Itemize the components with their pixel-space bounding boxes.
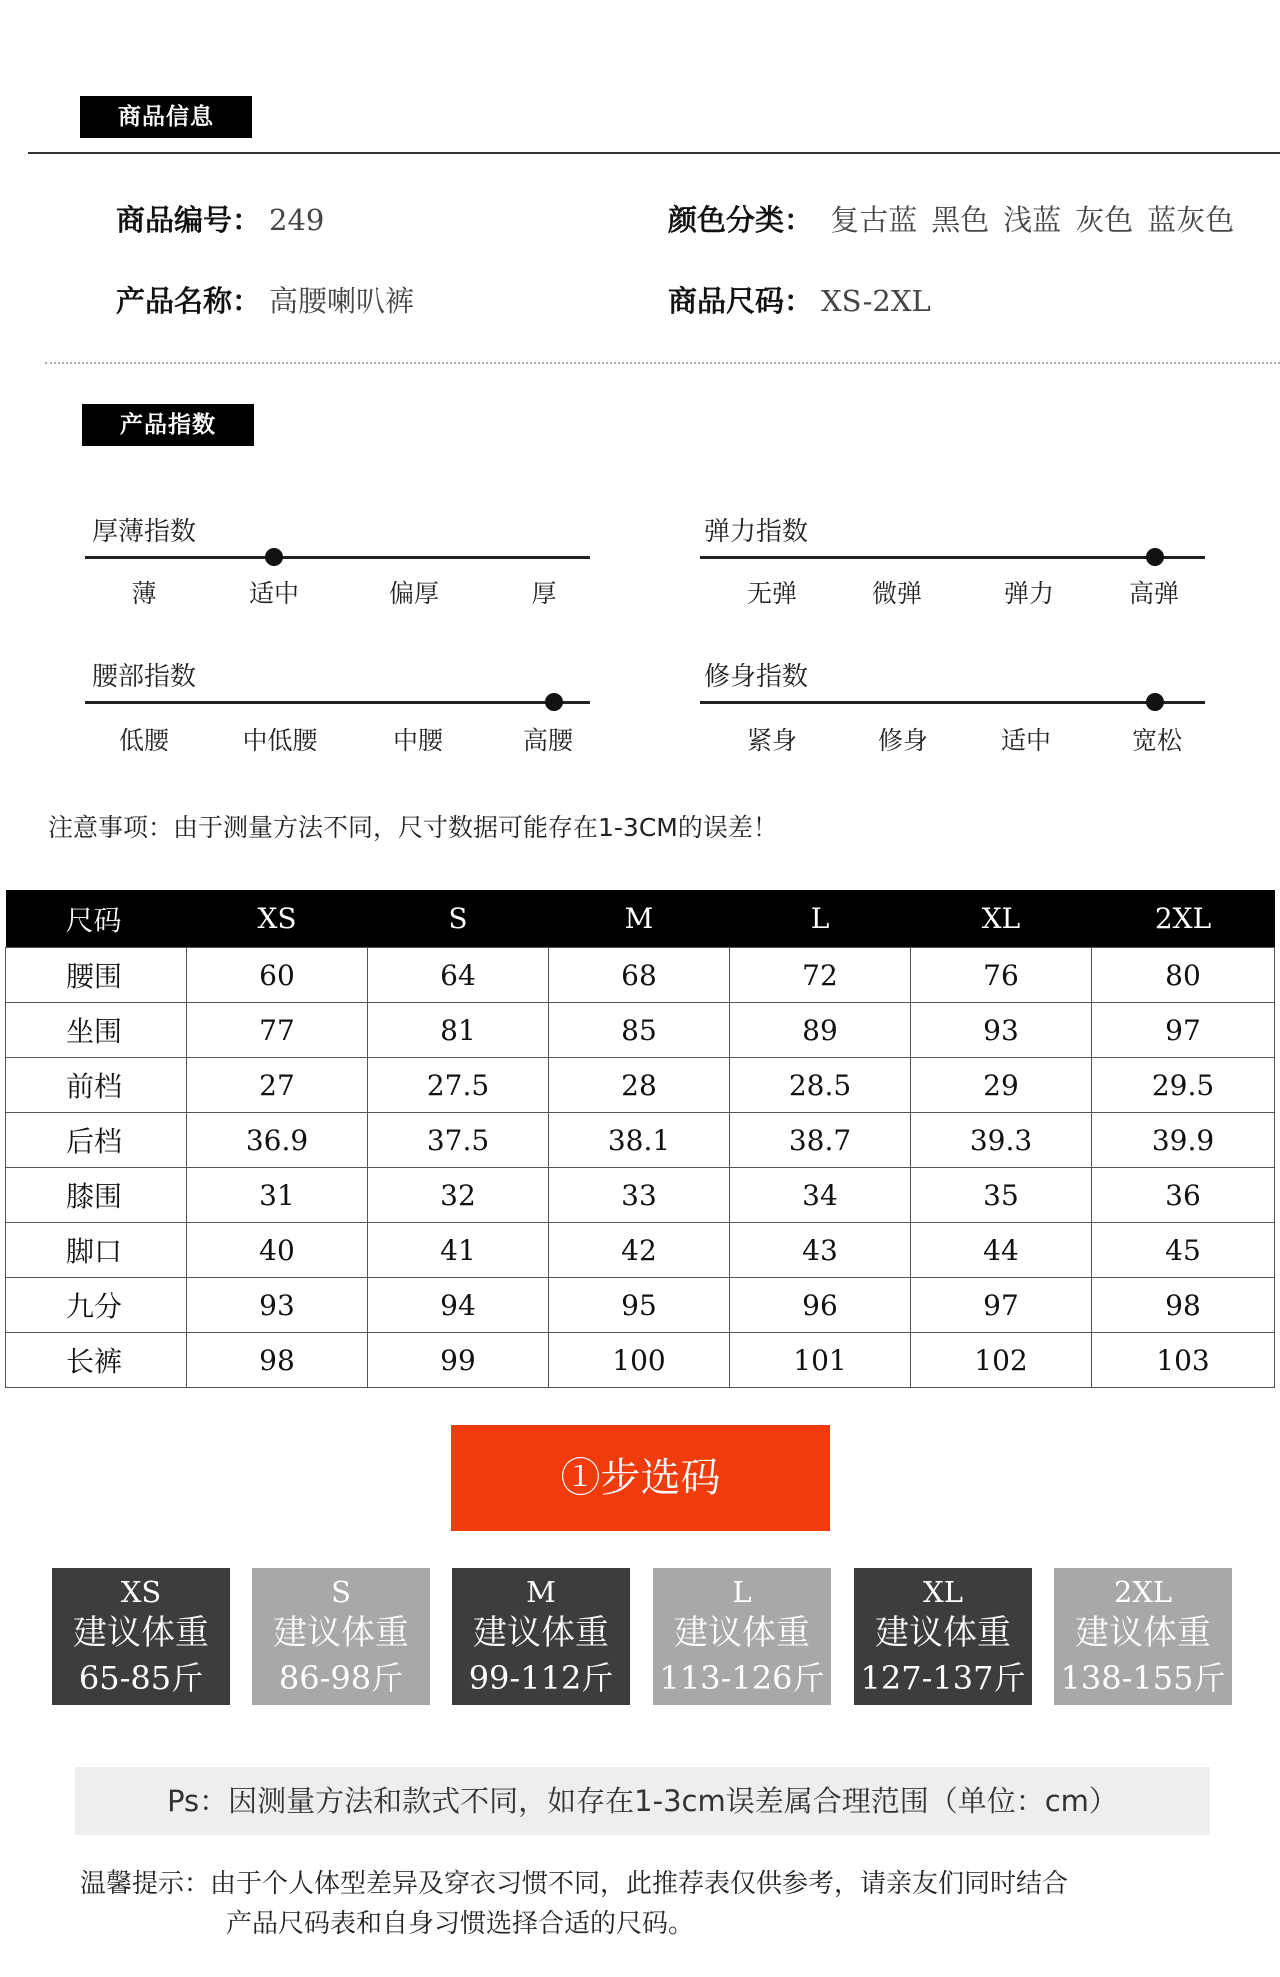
- table-cell: 93: [187, 1278, 368, 1333]
- table-row-label: 前档: [6, 1058, 187, 1113]
- warm-tip-line2: 产品尺码表和自身习惯选择合适的尺码。: [226, 1909, 695, 1939]
- table-header-cell: 尺码: [6, 890, 187, 948]
- table-row-label: 脚口: [6, 1223, 187, 1278]
- color-option: 灰色: [1075, 203, 1134, 237]
- index-label: 微弹: [871, 579, 922, 608]
- index-label: 偏厚: [388, 579, 439, 608]
- color-option: 黑色: [931, 203, 990, 237]
- index-label: 高弹: [1128, 579, 1179, 608]
- table-cell: 32: [368, 1168, 549, 1223]
- table-cell: 93: [911, 1003, 1092, 1058]
- color-key: 颜色分类：: [668, 203, 814, 237]
- table-cell: 72: [730, 948, 911, 1003]
- ps-note: Ps：因测量方法和款式不同，如存在1-3cm误差属合理范围（单位：cm）: [75, 1767, 1210, 1835]
- index-marker-fit: [1146, 693, 1164, 711]
- size-card: [854, 1568, 1032, 1705]
- size-card-size: L: [732, 1575, 752, 1609]
- size-card-label: 建议体重: [1075, 1613, 1211, 1653]
- index-line-fit: [700, 701, 1205, 704]
- table-cell: 80: [1092, 948, 1275, 1003]
- table-cell: 27.5: [368, 1058, 549, 1113]
- step-select-size-button: ①步选码: [451, 1425, 830, 1531]
- table-cell: 76: [911, 948, 1092, 1003]
- product-code: [116, 200, 324, 240]
- table-cell: 99: [368, 1333, 549, 1388]
- table-cell: 60: [187, 948, 368, 1003]
- size-card-label: 建议体重: [73, 1613, 209, 1653]
- table-cell: 101: [730, 1333, 911, 1388]
- table-row: [6, 1113, 1275, 1168]
- table-cell: 36.9: [187, 1113, 368, 1168]
- color-option: 浅蓝: [1003, 203, 1062, 237]
- table-cell: 40: [187, 1223, 368, 1278]
- table-cell: 77: [187, 1003, 368, 1058]
- index-marker-thickness: [265, 548, 283, 566]
- table-row-label: 膝围: [6, 1168, 187, 1223]
- index-label: 无弹: [746, 579, 797, 608]
- product-colors: [668, 200, 1248, 240]
- table-cell: 42: [549, 1223, 730, 1278]
- size-card-size: S: [331, 1575, 351, 1609]
- table-header-cell: XL: [911, 890, 1092, 948]
- table-row: [6, 1333, 1275, 1388]
- table-row-label: 后档: [6, 1113, 187, 1168]
- index-marker-waist: [545, 693, 563, 711]
- table-cell: 100: [549, 1333, 730, 1388]
- size-value: XS-2XL: [821, 284, 931, 318]
- product-code-key: 商品编号：: [116, 203, 262, 237]
- index-label: 高腰: [522, 726, 573, 755]
- table-cell: 38.1: [549, 1113, 730, 1168]
- size-card-weight: 86-98斤: [278, 1659, 404, 1697]
- table-cell: 36: [1092, 1168, 1275, 1223]
- table-cell: 89: [730, 1003, 911, 1058]
- index-title-fit: 修身指数: [704, 662, 809, 692]
- index-label: 修身: [877, 726, 928, 755]
- index-title-waist: 腰部指数: [92, 662, 197, 692]
- product-size-range: [668, 281, 931, 321]
- table-cell: 103: [1092, 1333, 1275, 1388]
- size-card-label: 建议体重: [473, 1613, 609, 1653]
- index-label: 薄: [131, 579, 157, 608]
- table-row: [6, 1168, 1275, 1223]
- table-cell: 68: [549, 948, 730, 1003]
- measurement-note: 注意事项：由于测量方法不同，尺寸数据可能存在1-3CM的误差！: [48, 813, 778, 842]
- table-row: [6, 1278, 1275, 1333]
- warm-tip-line1: 温馨提示：由于个人体型差异及穿衣习惯不同，此推荐表仅供参考，请亲友们同时结合: [80, 1869, 1069, 1899]
- table-cell: 97: [1092, 1003, 1275, 1058]
- color-values: [821, 203, 1248, 237]
- size-card: [1054, 1568, 1232, 1705]
- size-card-weight: 127-137斤: [860, 1659, 1026, 1697]
- size-card-label: 建议体重: [875, 1613, 1011, 1653]
- product-code-value: 249: [269, 203, 325, 237]
- index-label: 宽松: [1131, 726, 1182, 755]
- color-option: 复古蓝: [830, 203, 918, 237]
- index-label: 紧身: [746, 726, 797, 755]
- table-cell: 44: [911, 1223, 1092, 1278]
- index-label: 中腰: [392, 726, 443, 755]
- size-table: [5, 890, 1275, 1388]
- index-line-thickness: [85, 556, 590, 559]
- size-card-size: XS: [120, 1575, 162, 1609]
- table-cell: 29.5: [1092, 1058, 1275, 1113]
- index-label: 低腰: [118, 726, 169, 755]
- index-line-elasticity: [700, 556, 1205, 559]
- index-label: 适中: [248, 579, 299, 608]
- index-title-thickness: 厚薄指数: [92, 517, 197, 547]
- size-card-weight: 113-126斤: [659, 1659, 825, 1697]
- table-row-label: 腰围: [6, 948, 187, 1003]
- size-card-weight: 99-112斤: [468, 1659, 614, 1697]
- table-cell: 43: [730, 1223, 911, 1278]
- table-row: [6, 1223, 1275, 1278]
- product-name: [116, 281, 414, 321]
- table-row: [6, 1058, 1275, 1113]
- index-label: 弹力: [1003, 579, 1054, 608]
- index-line-waist: [85, 701, 590, 704]
- table-cell: 28: [549, 1058, 730, 1113]
- table-header-cell: XS: [187, 890, 368, 948]
- size-card-label: 建议体重: [273, 1613, 409, 1653]
- table-cell: 27: [187, 1058, 368, 1113]
- table-row-label: 长裤: [6, 1333, 187, 1388]
- index-marker-elasticity: [1146, 548, 1164, 566]
- index-label: 适中: [1000, 726, 1051, 755]
- size-key: 商品尺码：: [668, 284, 814, 318]
- table-cell: 39.9: [1092, 1113, 1275, 1168]
- table-cell: 35: [911, 1168, 1092, 1223]
- table-row-label: 坐围: [6, 1003, 187, 1058]
- table-header-cell: L: [730, 890, 911, 948]
- size-card-weight: 138-155斤: [1060, 1659, 1226, 1697]
- size-card-weight: 65-85斤: [78, 1659, 204, 1697]
- table-cell: 31: [187, 1168, 368, 1223]
- product-name-value: 高腰喇叭裤: [269, 284, 415, 318]
- size-card: [52, 1568, 230, 1705]
- size-card-size: M: [526, 1575, 556, 1609]
- table-row-label: 九分: [6, 1278, 187, 1333]
- table-cell: 94: [368, 1278, 549, 1333]
- table-cell: 97: [911, 1278, 1092, 1333]
- color-option: 蓝灰色: [1147, 203, 1235, 237]
- index-label: 厚: [531, 579, 557, 608]
- index-title-elasticity: 弹力指数: [704, 517, 809, 547]
- table-cell: 28.5: [730, 1058, 911, 1113]
- section-tag-product-index: 产品指数: [82, 404, 254, 446]
- table-cell: 85: [549, 1003, 730, 1058]
- table-header-cell: S: [368, 890, 549, 948]
- table-cell: 98: [1092, 1278, 1275, 1333]
- warm-tip: [80, 1864, 1068, 1944]
- table-cell: 29: [911, 1058, 1092, 1113]
- table-header-cell: M: [549, 890, 730, 948]
- size-card-size: 2XL: [1113, 1575, 1173, 1609]
- table-cell: 98: [187, 1333, 368, 1388]
- table-header-row: [6, 890, 1275, 948]
- table-cell: 41: [368, 1223, 549, 1278]
- table-cell: 81: [368, 1003, 549, 1058]
- size-card: [452, 1568, 630, 1705]
- table-cell: 102: [911, 1333, 1092, 1388]
- product-name-key: 产品名称：: [116, 284, 262, 318]
- table-cell: 45: [1092, 1223, 1275, 1278]
- table-cell: 38.7: [730, 1113, 911, 1168]
- size-card-label: 建议体重: [674, 1613, 810, 1653]
- table-row: [6, 1003, 1275, 1058]
- table-cell: 33: [549, 1168, 730, 1223]
- table-cell: 96: [730, 1278, 911, 1333]
- size-card: [252, 1568, 430, 1705]
- table-cell: 64: [368, 948, 549, 1003]
- section-divider: [28, 152, 1280, 154]
- table-cell: 95: [549, 1278, 730, 1333]
- table-cell: 39.3: [911, 1113, 1092, 1168]
- dotted-divider: [45, 362, 1280, 364]
- size-card: [653, 1568, 831, 1705]
- table-cell: 34: [730, 1168, 911, 1223]
- table-header-cell: 2XL: [1092, 890, 1275, 948]
- section-tag-product-info: 商品信息: [80, 96, 252, 138]
- index-label: 中低腰: [242, 726, 318, 755]
- table-row: [6, 948, 1275, 1003]
- table-cell: 37.5: [368, 1113, 549, 1168]
- size-card-size: XL: [923, 1575, 963, 1609]
